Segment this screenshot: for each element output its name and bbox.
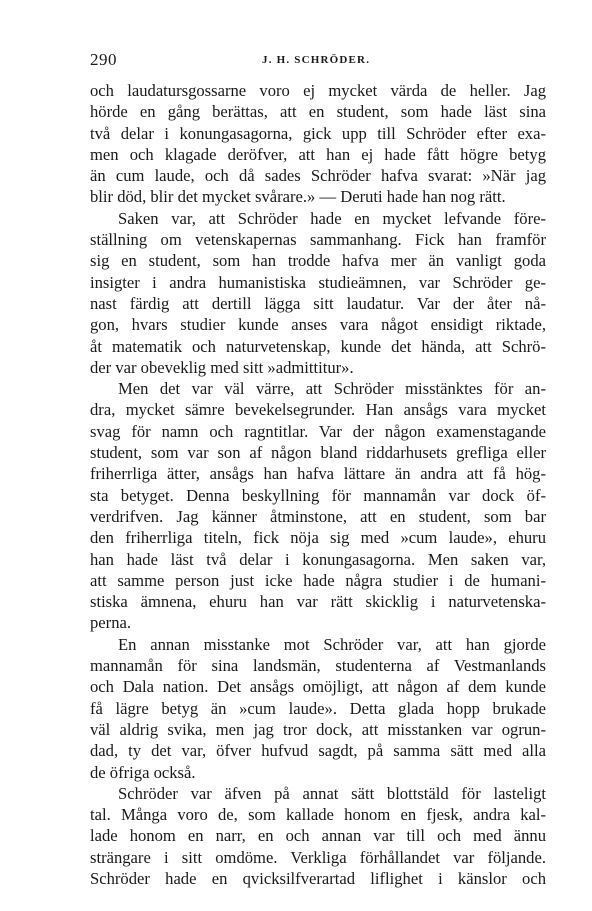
text-line: svag för namn och ragntitlar. Var der någon examenstagande bbox=[90, 421, 546, 441]
text-line: dra, mycket sämre bevekelsegrunder. Han ansågs vara mycket bbox=[90, 400, 546, 420]
text-line: den friherrliga titeln, fick nöja sig med »cum laude», ehuru bbox=[90, 528, 546, 548]
page-header bbox=[90, 50, 546, 74]
text-line: student, som var son af någon bland riddarhusets grefliga eller bbox=[90, 443, 546, 463]
text-line: sig en student, som han trodde hafva mer än vanligt goda bbox=[90, 251, 546, 271]
text-line: strängare i sitt omdöme. Verkliga förhållandet var följande. bbox=[90, 847, 546, 867]
text-line: mannamån för sina landsmän, studenterna af Vestmanlands bbox=[90, 656, 546, 676]
text-line: han hade läst två delar i konungasagorna. Men saken var, bbox=[90, 549, 546, 569]
text-line: insigter i andra humanistiska studieämnen, var Schröder ge- bbox=[90, 272, 546, 292]
text-line: och laudatursgossarne voro ej mycket värda de heller. Jag bbox=[90, 81, 546, 100]
text-line: En annan misstanke mot Schröder var, att han gjorde bbox=[118, 634, 546, 654]
text-line: lade honom en narr, en och annan var till och med ännu bbox=[90, 826, 546, 846]
text-line: de öfriga också. bbox=[90, 762, 196, 782]
text-line: stiska ämnena, ehuru han var rätt skicklig i naturvetenska- bbox=[90, 592, 546, 612]
text-line: verdrifven. Jag känner åtminstone, att en student, som bar bbox=[90, 506, 546, 526]
text-line: friherrliga ätter, ansågs han hafva lättare än andra att få hög- bbox=[90, 464, 546, 484]
body-text bbox=[90, 80, 546, 889]
text-line: Schröder hade en qvicksilfverartad liflighet i känslor och bbox=[90, 868, 546, 888]
text-line: gon, hvars studier kunde anses vara något ensidigt riktade, bbox=[90, 315, 546, 335]
text-line: åt matematik och naturvetenskap, kunde det hända, att Schrö- bbox=[90, 336, 546, 356]
text-line: än cum laude, och då sades Schröder hafva svarat: »När jag bbox=[90, 166, 546, 186]
text-line: tal. Många voro de, som kallade honom en fjesk, andra kal- bbox=[90, 805, 546, 825]
text-line: sta betyget. Denna beskyllning för mannamån var dock öf- bbox=[90, 485, 546, 505]
running-head: J. H. SCHRÖDER. bbox=[262, 54, 371, 66]
text-line: dad, ty det var, öfver hufvud sagdt, på samma sätt med alla bbox=[90, 741, 546, 761]
text-line: väl aldrig svika, men jag tror dock, att misstanken var ogrun- bbox=[90, 719, 546, 739]
text-line: blir död, blir det mycket svårare.» — Deruti hade han nog rätt. bbox=[90, 187, 506, 207]
text-line: Saken var, att Schröder hade en mycket lefvande före- bbox=[118, 208, 546, 228]
text-line: Men det var väl värre, att Schröder misstänktes för an- bbox=[118, 379, 546, 399]
text-line: ställning om vetenskapernas sammanhang. Fick han framför bbox=[90, 230, 546, 250]
text-line: perna. bbox=[90, 613, 131, 633]
text-line: der var obeveklig med sitt »admittitur». bbox=[90, 357, 354, 377]
text-line: två delar i konungasagorna, gick upp till Schröder efter exa- bbox=[90, 123, 546, 143]
page-number: 290 bbox=[90, 50, 117, 69]
text-line: nast färdig att dertill lägga sitt laudatur. Var der åter nå- bbox=[90, 293, 546, 313]
text-line: få lägre betyg än »cum laude». Detta glada hopp brukade bbox=[90, 698, 546, 718]
text-line: att samme person just icke hade några studier i de humani- bbox=[90, 570, 546, 590]
text-line: hörde en gång berättas, att en student, som hade läst sina bbox=[90, 102, 546, 122]
text-line: och Dala nation. Det ansågs omöjligt, att någon af dem kunde bbox=[90, 677, 546, 697]
text-line: Schröder var äfven på annat sätt blottstäld för lasteligt bbox=[118, 783, 546, 803]
text-line: men och klagade deröfver, att han ej hade fått högre betyg bbox=[90, 144, 546, 164]
